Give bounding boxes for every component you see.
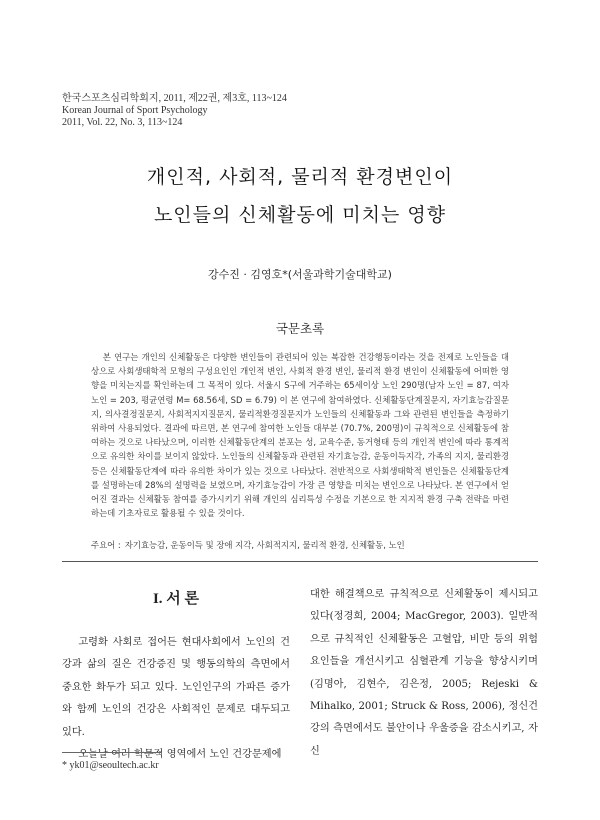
- keywords-line: [91, 539, 511, 551]
- introduction-paragraph-continued: 대한 해결책으로 규칙적으로 신체활동이 제시되고 있다(정경희, 2004; MacGregor, 2003). 일반적으로 규칙적인 신체활동은 고혈압, 비만 등의 위험요인들을 개선시키고 심혈관계 기능을 향상시키며(김명아, 김현수, 김은정, 2005; Rejeski & Mihalko, 2001; Struck & Ross, 2006), 정신건강의 측면에서도 불안이나 우울증을 감소시키고, 자신: [310, 589, 538, 757]
- section-heading-introduction: I. 서 론: [152, 591, 200, 607]
- journal-header: [62, 93, 287, 129]
- keywords-label: 주요어 :: [91, 540, 121, 550]
- journal-name-english: Korean Journal of Sport Psychology: [62, 105, 208, 116]
- abstract-body: 본 연구는 개인의 신체활동은 다양한 변인들이 관련되어 있는 복잡한 건강행동이라는 것을 전제로 노인들을 대상으로 사회생태학적 모형의 구성요인인 개인적 변인, 사회적 환경 변인, 물리적 환경 변인이 신체활동에 어떠한 영향을 미치는지를 확인하는데 그 목적이 있다. 서울시 S구에 거주하는 65세이상 노인 290명(남자 노인 = 87, 여자노인 = 203, 평균연령 M= 68.56세, SD = 6.79) 이 본 연구에 참여하였다. 신체활동단계질문지, 자기효능감질문지, 의사결정질문지, 사회적지지질문지, 물리적환경질문지가 노인들의 신체활동과 그와 관련된 변인들을 측정하기 위하여 사용되었다. 결과에 따르면, 본 연구에 참여한 노인들 대부분 (70.7%, 200명)이 규칙적으로 신체활동에 참여하는 것으로 나타났으며, 이러한 신체활동단계의 분포는 성, 교육수준, 동거형태 등의 개인적 변인에 따라 통계적으로 유의한 차이를 보이지 않았다. 노인들의 신체활동과 관련된 자기효능감, 운동이득지각, 가족의 지지, 물리환경 등은 신체활동단계에 따라 유의한 차이가 있는 것으로 나타났다. 전반적으로 사회생태학적 변인들은 신체활동단계를 설명하는데 28%의 설명력을 보였으며, 자기효능감이 가장 큰 영향을 미치는 변인으로 나타났다. 본 연구에서 얻어진 결과는 신체활동 참여를 증가시키기 위해 개인의 심리특성 수정을 기본으로 한 지지적 환경 구축 전략을 마련하는데 기초자료로 활용될 수 있을 것이다.: [91, 352, 509, 519]
- introduction-paragraph-2: 오늘날 여러 학문적 영역에서 노인 건강문제에: [78, 749, 282, 761]
- journal-citation-english: 2011, Vol. 22, No. 3, 113~124: [62, 117, 183, 128]
- abstract-heading: 국문초록: [275, 321, 325, 336]
- paper-title-line-2: 노인들의 신체활동에 미치는 영향: [153, 204, 447, 226]
- author-line: 강수진 · 김영호*(서울과학기술대학교): [208, 268, 392, 281]
- paper-title: [0, 158, 600, 234]
- footnote-divider: [62, 752, 162, 753]
- body-column-left: [62, 584, 290, 766]
- body-column-right: [310, 584, 538, 763]
- paper-title-line-1: 개인적, 사회적, 물리적 환경변인이: [146, 166, 454, 188]
- corresponding-author-footnote: * yk01@seoultech.ac.kr: [62, 760, 159, 771]
- abstract-divider: [62, 561, 538, 562]
- introduction-paragraph-1: 고령화 사회로 접어든 현대사회에서 노인의 건강과 삶의 질은 건강증진 및 행동의학의 측면에서 중요한 화두가 되고 있다. 노인인구의 가파른 증가와 함께 노인의 건강은 사회적인 문제로 대두되고 있다.: [62, 637, 290, 738]
- keywords-list: 자기효능감, 운동이득 및 장애 지각, 사회적지지, 물리적 환경, 신체활동, 노인: [124, 540, 405, 550]
- journal-citation-korean: 한국스포츠심리학회지, 2011, 제22권, 제3호, 113~124: [62, 93, 287, 104]
